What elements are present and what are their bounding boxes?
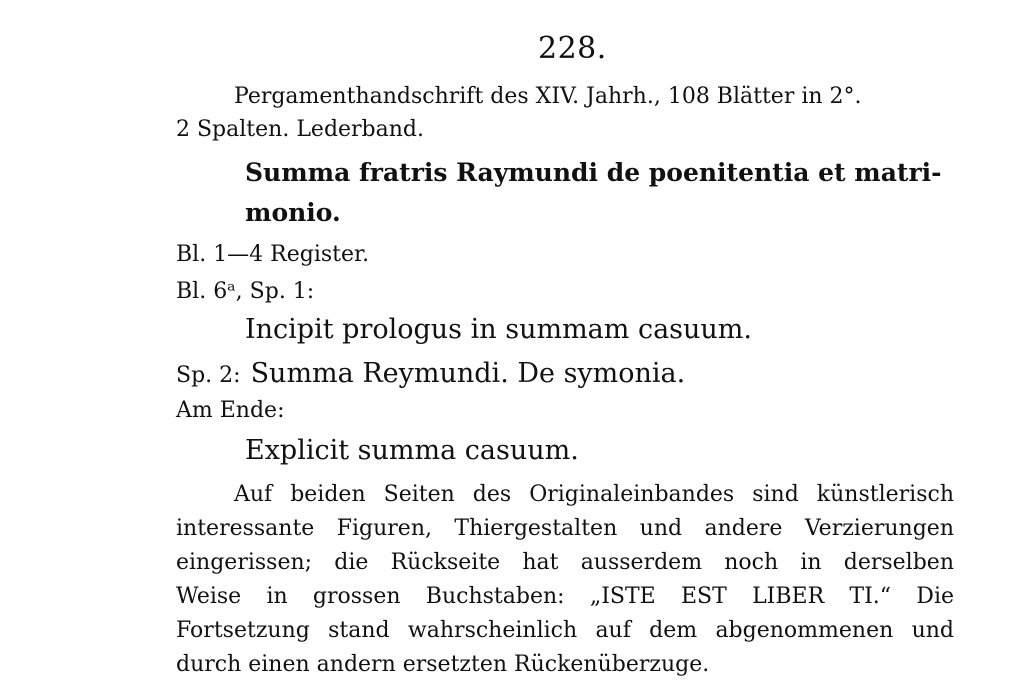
entry-folio-6: Bl. 6ᵃ, Sp. 1: bbox=[176, 279, 315, 304]
manuscript-description-line-1: Pergamenthandschrift des XIV. Jahrh., 108 Blätter in 2°. bbox=[234, 84, 862, 109]
paragraph-line: durch einen andern ersetzten Rückenüberzuge. bbox=[176, 652, 710, 677]
incipit-text: Incipit prologus in summam casuum. bbox=[245, 314, 752, 345]
paragraph-line: Auf beiden Seiten des Originaleinbandes sind künstlerisch bbox=[234, 482, 954, 507]
column-2-label: Sp. 2: bbox=[176, 363, 241, 388]
work-title-line-1: Summa fratris Raymundi de poenitentia et matri- bbox=[245, 158, 942, 187]
binding-description-paragraph bbox=[176, 478, 954, 682]
paragraph-line: Weise in grossen Buchstaben: „ISTE EST LIBER TI.“ Die bbox=[176, 584, 954, 609]
am-ende-label: Am Ende: bbox=[176, 398, 285, 423]
explicit-text: Explicit summa casuum. bbox=[245, 435, 579, 466]
page-number: 228. bbox=[538, 31, 607, 66]
paragraph-line: eingerissen; die Rückseite hat ausserdem noch in derselben bbox=[176, 550, 954, 575]
manuscript-description-line-2: 2 Spalten. Lederband. bbox=[176, 117, 425, 142]
entry-register: Bl. 1—4 Register. bbox=[176, 242, 370, 267]
paragraph-line: interessante Figuren, Thiergestalten und andere Verzierungen bbox=[176, 516, 954, 541]
paragraph-line: Fortsetzung stand wahrscheinlich auf dem abgenommenen und bbox=[176, 618, 954, 643]
work-title-line-2: monio. bbox=[245, 198, 341, 227]
column-2-text: Summa Reymundi. De symonia. bbox=[250, 358, 686, 389]
column-2-entry bbox=[176, 360, 685, 387]
